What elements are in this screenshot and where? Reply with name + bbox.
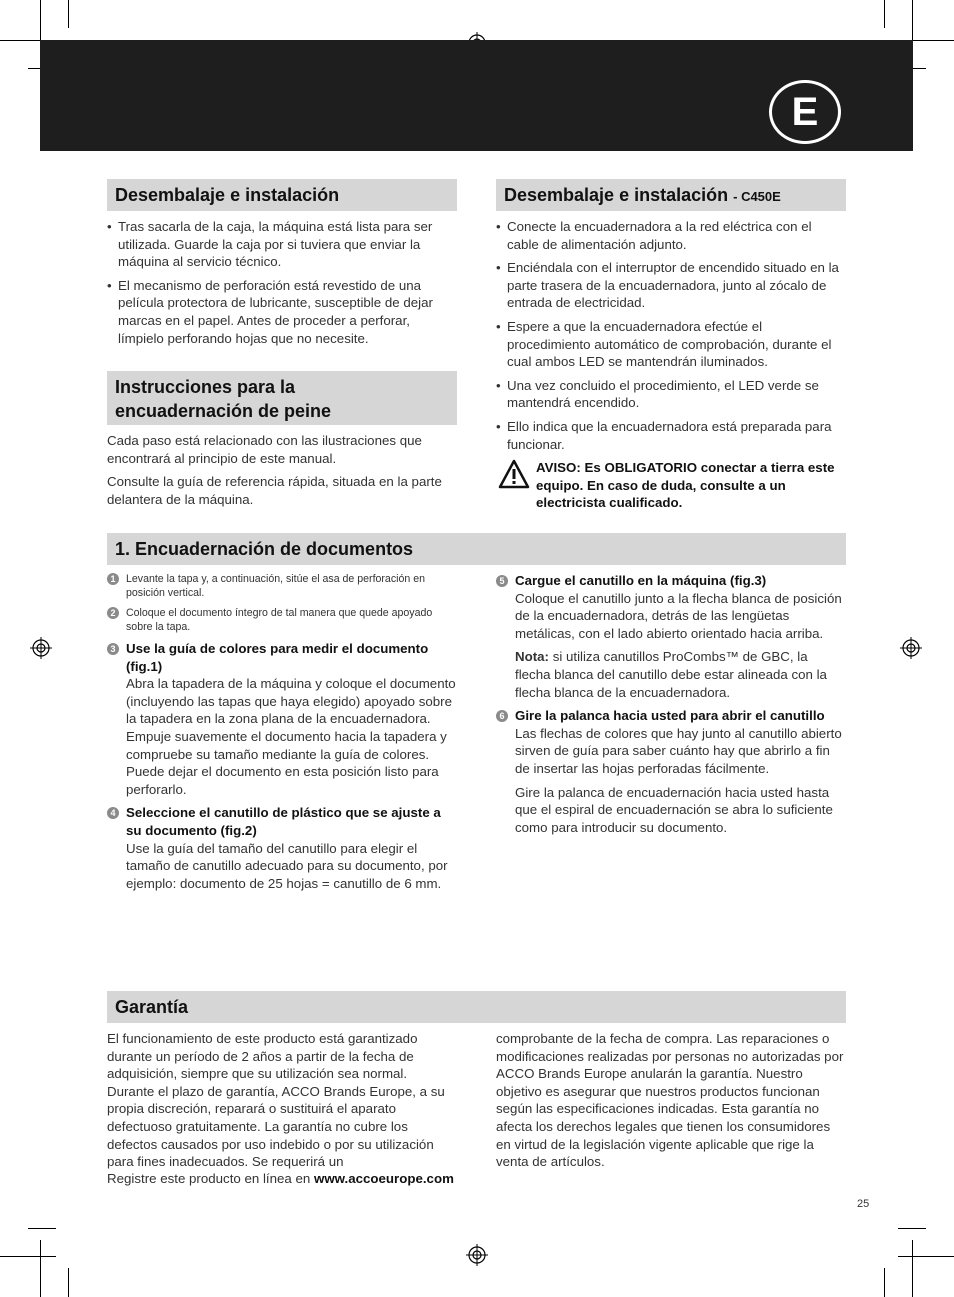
list-item: • Conecte la encuadernadora a la red eléctrica con el cable de alimentación adjunto. bbox=[496, 218, 846, 253]
crop-mark bbox=[898, 1228, 926, 1229]
section-heading-warranty bbox=[107, 991, 846, 1023]
section-heading-unpacking-c450e bbox=[496, 179, 846, 211]
note-text: si utiliza canutillos ProCombs™ de GBC, la flecha blanca del canutillo debe estar alineada con la flecha blanca de la encuadernadora. bbox=[515, 649, 827, 700]
section-heading-text: Desembalaje e instalación bbox=[115, 185, 340, 205]
warning-icon bbox=[498, 459, 530, 489]
step-text: Las flechas de colores que hay junto al canutillo abierto sirven de guía para saber cuánto hay que abrirlo a fin de insertar las hojas perforadas fácilmente. bbox=[515, 725, 842, 776]
step-heading: Seleccione el canutillo de plástico que se ajuste a su documento (fig.2) bbox=[126, 805, 441, 838]
instructions-column bbox=[107, 432, 457, 514]
step-item bbox=[107, 640, 457, 798]
unpacking-c450e-column bbox=[496, 218, 846, 512]
binding-left-column bbox=[107, 572, 457, 898]
note-label: Nota: bbox=[515, 649, 549, 665]
crop-mark bbox=[912, 1240, 913, 1297]
crop-mark bbox=[0, 1256, 56, 1257]
step-text: Use la guía del tamaño del canutillo para elegir el tamaño de canutillo adecuado para su documento, por ejemplo: documento de 25 hojas = canutillo de 6 mm. bbox=[126, 840, 448, 891]
step-item bbox=[107, 804, 457, 892]
step-text: Coloque el documento íntegro de tal manera que quede apoyado sobre la tapa. bbox=[126, 607, 433, 633]
registration-mark-icon bbox=[466, 1244, 488, 1266]
unpacking-column bbox=[107, 218, 457, 353]
list-item: • Ello indica que la encuadernadora está preparada para funcionar. bbox=[496, 418, 846, 453]
step-item bbox=[496, 572, 846, 701]
register-link[interactable]: www.accoeurope.com bbox=[313, 1171, 454, 1186]
paragraph: Consulte la guía de referencia rápida, situada en la parte delantera de la máquina. bbox=[107, 474, 442, 507]
step-number: 3 bbox=[107, 643, 119, 655]
warranty-left-column bbox=[107, 1030, 457, 1177]
crop-mark bbox=[40, 1240, 41, 1297]
registration-mark-icon bbox=[30, 637, 52, 659]
warning-notice bbox=[496, 459, 846, 512]
step-number: 1 bbox=[107, 573, 119, 585]
list-item: • Espere a que la encuadernadora efectúe el procedimiento automático de comprobación, durante el cual ambos LED se mantendrán iluminados. bbox=[496, 318, 846, 371]
crop-mark bbox=[884, 0, 885, 28]
section-heading-binding bbox=[107, 533, 846, 565]
warranty-right-column bbox=[496, 1030, 846, 1177]
step-number: 2 bbox=[107, 607, 119, 619]
step-number: 5 bbox=[496, 575, 508, 587]
step-item bbox=[107, 606, 457, 634]
step-item bbox=[496, 707, 846, 836]
section-heading-instructions bbox=[107, 371, 457, 425]
paragraph: comprobante de la fecha de compra. Las reparaciones o modificaciones realizadas por personas no autorizadas por ACCO Brands Europe anularán la garantía. Nuestro objetivo es asegurar que nuestros productos funcionan según las especificaciones indicadas. Esta garantía no afecta los derechos legales que tienen los consumidores en virtud de la legislación vigente aplicable que rige la venta de artículos. bbox=[496, 1031, 844, 1170]
step-text: Abra la tapadera de la máquina y coloque el documento (incluyendo las tapas que haya elegido) apoyado sobre la tapadera en la zona plana de la encuadernadora. Empuje suavemente el documento hacia la tapadera y compruebe su tamaño mediante la guía de colores. Puede dejar el documento en esta posición listo para perforarlo. bbox=[126, 676, 456, 797]
binding-right-column bbox=[496, 572, 846, 842]
language-badge: E bbox=[769, 80, 841, 144]
crop-mark bbox=[68, 1268, 69, 1297]
crop-mark bbox=[68, 0, 69, 28]
note bbox=[515, 648, 846, 701]
crop-mark bbox=[28, 1228, 56, 1229]
warning-text: AVISO: Es OBLIGATORIO conectar a tierra este equipo. En caso de duda, consulte a un electricista cualificado. bbox=[536, 460, 835, 511]
list-item: • Enciéndala con el interruptor de encendido situado en la parte trasera de la encuadernadora, junto al zócalo de entrada de electricidad. bbox=[496, 259, 846, 312]
registration-mark-icon bbox=[900, 637, 922, 659]
step-text: Coloque el canutillo junto a la flecha blanca de posición de la encuadernadora, detrás de las lengüetas metálicas, con el lado abierto orientado hacia arriba. bbox=[515, 590, 842, 641]
register-text: Registre este producto en línea en bbox=[107, 1171, 311, 1186]
step-heading: Gire la palanca hacia usted para abrir el canutillo bbox=[515, 708, 825, 724]
crop-mark bbox=[898, 1256, 954, 1257]
step-number: 4 bbox=[107, 807, 119, 819]
step-extra-text: Gire la palanca de encuadernación hacia usted hasta que el espiral de encuadernación se abra lo suficiente como para introducir su documento. bbox=[515, 784, 833, 835]
step-heading: Cargue el canutillo en la máquina (fig.3) bbox=[515, 573, 767, 588]
section-heading-unpacking bbox=[107, 179, 457, 211]
step-number: 6 bbox=[496, 710, 508, 722]
list-item: • Una vez concluido el procedimiento, el LED verde se mantendrá encendido. bbox=[496, 377, 846, 412]
section-heading-text: Desembalaje e instalación bbox=[504, 185, 729, 205]
list-item: • Tras sacarla de la caja, la máquina está lista para ser utilizada. Guarde la caja por si tuviera que enviar la máquina al servicio técnico. bbox=[107, 218, 457, 271]
step-item bbox=[107, 572, 457, 600]
section-heading-text: Instrucciones para la bbox=[115, 377, 296, 397]
paragraph: Cada paso está relacionado con las ilustraciones que encontrará al principio de este manual. bbox=[107, 433, 422, 466]
paragraph: El funcionamiento de este producto está garantizado durante un período de 2 años a partir de la fecha de adquisición, siempre que su utilización sea normal. Durante el plazo de garantía, ACCO Brands Europe, a su propia discreción, reparará o sustituirá el aparato defectuoso gratuitamente. La garantía no cubre los defectos causados por uso indebido o por su utilización para fines inadecuados. Se requerirá un bbox=[107, 1031, 445, 1170]
section-heading-text: Garantía bbox=[115, 997, 189, 1017]
section-heading-text: encuadernación de peine bbox=[115, 401, 332, 421]
step-heading: Use la guía de colores para medir el documento (fig.1) bbox=[126, 641, 429, 674]
register-line bbox=[107, 1170, 507, 1188]
section-heading-text: 1. Encuadernación de documentos bbox=[115, 539, 414, 559]
crop-mark bbox=[884, 1268, 885, 1297]
list-item: • El mecanismo de perforación está revestido de una película protectora de lubricante, susceptible de dejar marcas en el papel. Antes de proceder a perforar, límpielo perforando hojas que no necesite. bbox=[107, 277, 457, 347]
model-suffix: - C450E bbox=[733, 189, 781, 204]
step-text: Levante la tapa y, a continuación, sitúe el asa de perforación en posición vertical. bbox=[126, 573, 425, 599]
page-number: 25 bbox=[857, 1198, 870, 1210]
